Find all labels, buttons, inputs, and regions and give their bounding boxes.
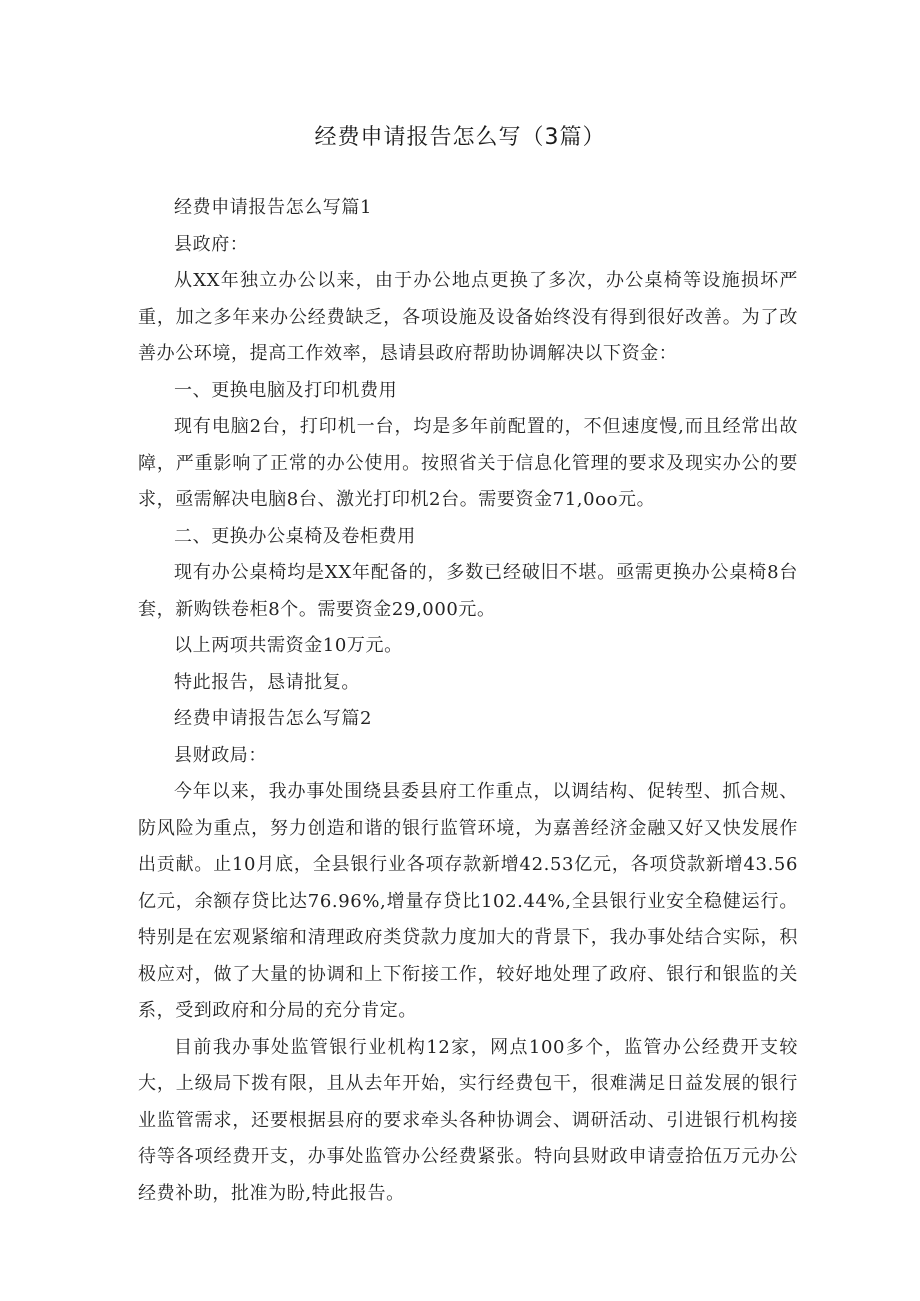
item-heading-computers: 一、更换电脑及打印机费用 [174,379,398,401]
item-heading-furniture: 二、更换办公桌椅及卷柜费用 [174,525,416,547]
page-title: 经费申请报告怎么写（3篇） [314,125,606,150]
document-body [138,190,798,1212]
section-heading-2: 经费申请报告怎么写篇2 [174,708,373,729]
section-heading-1: 经费申请报告怎么写篇1 [174,197,373,218]
paragraph-intro-1: 从XX年独立办公以来，由于办公地点更换了多次，办公桌椅等设施损坏严重，加之多年来办公经费缺乏，各项设施及设备始终没有得到很好改善。为了改善办公环境，提高工作效率，恳请县政府帮助协调解决以下资金： [138,270,798,364]
paragraph-closing-1: 特此报告，恳请批复。 [174,671,360,693]
paragraph-furniture: 现有办公桌椅均是XX年配备的，多数已经破旧不堪。亟需更换办公桌椅8台套，新购铁卷柜8个。需要资金29,000元。 [138,562,798,620]
paragraph-background-2: 今年以来，我办事处围绕县委县府工作重点，以调结构、促转型、抓合规、防风险为重点，努力创造和谐的银行监管环境，为嘉善经济金融又好又快发展作出贡献。止10月底，全县银行业各项存款新增42.53亿元，各项贷款新增43.56亿元，余额存贷比达76.96%,增量存贷比102.44%,全县银行业安全稳健运行。特别是在宏观紧缩和清理政府类贷款力度加大的背景下，我办事处结合实际，积极应对，做了大量的协调和上下衔接工作，较好地处理了政府、银行和银监的关系，受到政府和分局的充分肯定。 [138,781,798,1021]
paragraph-total: 以上两项共需资金10万元。 [174,635,403,656]
paragraph-request-2: 目前我办事处监管银行业机构12家，网点100多个，监管办公经费开支较大，上级局下拨有限，且从去年开始，实行经费包干，很难满足日益发展的银行业监管需求，还要根据县府的要求牵头各种协调会、调研活动、引进银行机构接待等各项经费开支，办事处监管办公经费紧张。特向县财政申请壹拾伍万元办公经费补助，批准为盼,特此报告。 [138,1036,798,1204]
paragraph-computers: 现有电脑2台，打印机一台，均是多年前配置的，不但速度慢,而且经常出故障，严重影响了正常的办公使用。按照省关于信息化管理的要求及现实办公的要求，亟需解决电脑8台、激光打印机2台。需要资金71,0oo元。 [138,416,798,510]
salutation-1: 县政府： [174,233,249,255]
salutation-2: 县财政局： [174,744,267,766]
